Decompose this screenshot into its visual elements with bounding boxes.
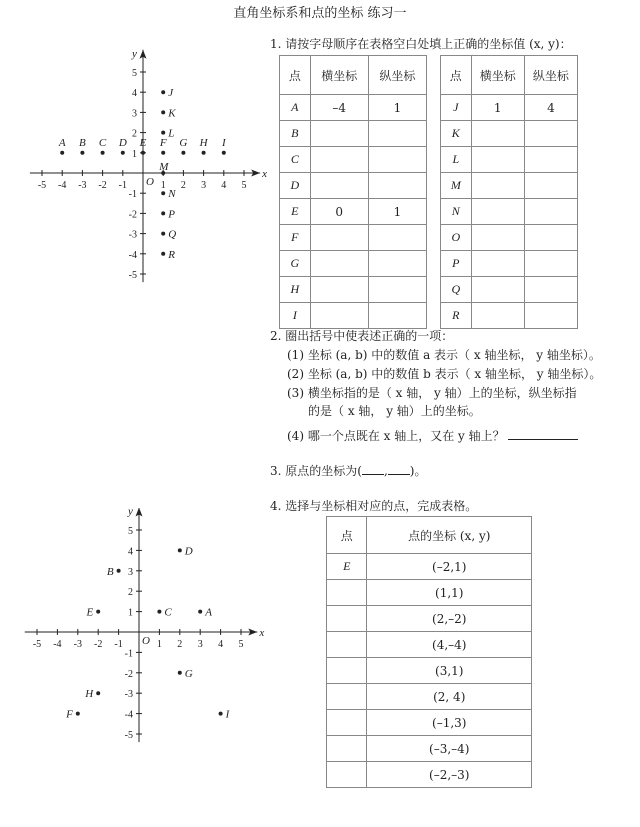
x-coord-cell[interactable] xyxy=(310,303,368,329)
point-k xyxy=(161,110,165,114)
point-cell[interactable] xyxy=(327,580,367,606)
point-i xyxy=(219,712,223,716)
point-cell: E xyxy=(327,554,367,580)
question-2-item-3: (3) 横坐标指的是（ x 轴， y 轴）上的坐标，纵坐标指 xyxy=(287,386,577,400)
header-point: 点 xyxy=(441,56,472,95)
x-tick-label: -5 xyxy=(37,180,47,191)
point-l xyxy=(161,131,165,135)
x-coord-cell[interactable] xyxy=(471,199,524,225)
x-tick-label: 4 xyxy=(221,180,227,191)
table-row xyxy=(280,225,427,251)
x-coord-cell[interactable] xyxy=(471,303,524,329)
table-row xyxy=(441,303,578,329)
point-cell: Q xyxy=(441,277,472,303)
x-coord-cell[interactable] xyxy=(310,121,368,147)
x-tick-label: 1 xyxy=(160,180,166,191)
point-cell: R xyxy=(441,303,472,329)
table-row xyxy=(327,632,532,658)
coord-cell: (2, 4) xyxy=(367,684,532,710)
y-coord-cell[interactable] xyxy=(368,147,426,173)
point-label-f: F xyxy=(159,136,167,149)
y-coord-cell[interactable] xyxy=(524,199,577,225)
point-c xyxy=(157,610,161,614)
x-tick-label: -3 xyxy=(73,639,82,650)
table-row xyxy=(280,95,427,121)
point-p xyxy=(161,211,165,215)
question-4-text: 4. 选择与坐标相对应的点，完成表格。 xyxy=(270,499,478,513)
x-coord-cell[interactable] xyxy=(471,121,524,147)
table-row xyxy=(441,199,578,225)
y-tick-label: -4 xyxy=(128,249,137,261)
x-coord-cell[interactable] xyxy=(310,251,368,277)
header-point: 点 xyxy=(280,56,311,95)
y-tick-label: 2 xyxy=(128,587,133,599)
table-row xyxy=(280,303,427,329)
x-coord-cell[interactable] xyxy=(471,147,524,173)
coord-cell: (2,–2) xyxy=(367,606,532,632)
point-cell: L xyxy=(441,147,472,173)
y-axis-label: y xyxy=(132,47,137,60)
table-row xyxy=(327,710,532,736)
question-2-item-3-cont: 的是（ x 轴， y 轴）上的坐标。 xyxy=(308,404,481,418)
x-coord-cell[interactable] xyxy=(310,147,368,173)
question-2-item-2: (2) 坐标 (a, b) 中的数值 b 表示（ x 轴坐标， y 轴坐标）。 xyxy=(287,367,602,381)
point-label-k: K xyxy=(168,107,176,120)
x-tick-label: -3 xyxy=(78,180,87,191)
point-a xyxy=(198,610,202,614)
question-2-item-4 xyxy=(287,427,578,444)
table-row xyxy=(441,121,578,147)
table-row xyxy=(441,277,578,303)
x-tick-label: 5 xyxy=(241,180,247,191)
question-3-prefix: 3. 原点的坐标为( xyxy=(270,464,362,478)
y-tick-label: -5 xyxy=(124,730,133,741)
question-4-table xyxy=(326,516,532,788)
x-tick-label: -1 xyxy=(114,639,123,650)
point-label-g: G xyxy=(179,136,188,149)
question-3-suffix: )。 xyxy=(409,464,427,478)
x-coord-cell[interactable] xyxy=(471,251,524,277)
question-3 xyxy=(270,463,426,479)
x-coord-cell[interactable] xyxy=(471,225,524,251)
y-coord-cell[interactable] xyxy=(524,277,577,303)
coord-cell: (–1,3) xyxy=(367,710,532,736)
point-j xyxy=(161,90,165,94)
point-q xyxy=(161,232,165,236)
y-coord-cell: 1 xyxy=(368,199,426,225)
y-tick-label: 5 xyxy=(132,68,137,79)
y-tick-label: -4 xyxy=(124,709,133,721)
x-coord-cell[interactable] xyxy=(310,277,368,303)
table-row xyxy=(280,277,427,303)
y-coord-cell[interactable] xyxy=(368,303,426,329)
table-row xyxy=(280,121,427,147)
y-coord-cell[interactable] xyxy=(368,277,426,303)
answer-blank[interactable] xyxy=(508,427,578,440)
y-coord-cell[interactable] xyxy=(524,225,577,251)
x-tick-label: 1 xyxy=(156,639,162,650)
y-coord-cell[interactable] xyxy=(524,251,577,277)
y-tick-label: 4 xyxy=(132,88,137,100)
x-tick-label: -4 xyxy=(53,639,62,650)
point-g xyxy=(178,671,182,675)
point-label-i: I xyxy=(225,708,230,721)
point-label-h: H xyxy=(85,688,94,701)
table-row xyxy=(327,554,532,580)
y-coord-cell[interactable] xyxy=(368,251,426,277)
point-n xyxy=(161,191,165,195)
point-i xyxy=(222,151,226,155)
coord-cell: (4,–4) xyxy=(367,632,532,658)
point-label-n: N xyxy=(168,188,176,201)
coord-cell: (–3,–4) xyxy=(367,736,532,762)
x-tick-label: 3 xyxy=(201,180,207,191)
y-coord-cell[interactable] xyxy=(368,225,426,251)
x-tick-label: 3 xyxy=(197,639,203,650)
y-axis-label: y xyxy=(128,508,133,518)
x-coord-cell: 0 xyxy=(310,199,368,225)
y-tick-label: -1 xyxy=(128,189,137,201)
table-row xyxy=(327,658,532,684)
y-coord-cell[interactable] xyxy=(524,303,577,329)
y-tick-label: -5 xyxy=(128,270,137,281)
x-tick-label: 2 xyxy=(177,639,183,650)
point-e xyxy=(96,610,100,614)
coord-cell: (1,1) xyxy=(367,580,532,606)
point-label-b: B xyxy=(79,136,86,149)
header-y: 纵坐标 xyxy=(524,56,577,95)
point-cell: D xyxy=(280,173,311,199)
origin-y-blank[interactable] xyxy=(388,463,410,475)
point-label-f: F xyxy=(66,708,73,721)
header-coord: 点的坐标 (x, y) xyxy=(367,517,532,554)
point-label-d: D xyxy=(184,545,193,558)
y-tick-label: 1 xyxy=(128,607,133,619)
table-row xyxy=(441,173,578,199)
y-coord-cell[interactable] xyxy=(368,121,426,147)
point-e xyxy=(141,151,145,155)
y-coord-cell[interactable] xyxy=(524,173,577,199)
x-tick-label: 2 xyxy=(180,180,186,191)
y-coord-cell[interactable] xyxy=(524,121,577,147)
x-tick-label: -1 xyxy=(118,180,127,191)
header-x: 横坐标 xyxy=(310,56,368,95)
point-label-e: E xyxy=(139,136,147,149)
point-label-a: A xyxy=(205,606,212,619)
question-1-table-right xyxy=(440,55,578,329)
header-point: 点 xyxy=(327,517,367,554)
point-h xyxy=(96,691,100,695)
point-cell: F xyxy=(280,225,311,251)
question-3-comma: , xyxy=(383,464,388,478)
point-cell: A xyxy=(280,95,311,121)
point-cell: O xyxy=(441,225,472,251)
table-row xyxy=(441,251,578,277)
point-cell: C xyxy=(280,147,311,173)
y-tick-label: -2 xyxy=(124,668,133,680)
y-tick-label: 3 xyxy=(132,108,137,120)
point-label-r: R xyxy=(168,248,175,261)
header-y: 纵坐标 xyxy=(368,56,426,95)
x-coord-cell[interactable] xyxy=(471,173,524,199)
point-b xyxy=(117,569,121,573)
point-label-h: H xyxy=(199,136,208,149)
point-a xyxy=(60,151,64,155)
origin-label: O xyxy=(142,635,150,647)
point-label-m: M xyxy=(159,161,169,173)
point-label-c: C xyxy=(164,606,172,619)
x-tick-label: -5 xyxy=(32,639,42,650)
point-f xyxy=(161,151,165,155)
y-coord-cell: 4 xyxy=(524,95,577,121)
y-tick-label: -3 xyxy=(128,229,137,241)
table-row xyxy=(280,251,427,277)
point-d xyxy=(178,548,182,552)
question-1-table-left xyxy=(279,55,427,329)
table-row xyxy=(327,684,532,710)
table-row xyxy=(441,147,578,173)
point-label-l: L xyxy=(168,127,175,140)
table-row xyxy=(327,606,532,632)
origin-x-blank[interactable] xyxy=(362,463,384,475)
x-coord-cell[interactable] xyxy=(310,225,368,251)
point-f xyxy=(76,712,80,716)
point-cell: N xyxy=(441,199,472,225)
point-cell[interactable] xyxy=(327,710,367,736)
point-cell[interactable] xyxy=(327,684,367,710)
table-row xyxy=(280,199,427,225)
point-label-i: I xyxy=(221,136,226,149)
point-label-e: E xyxy=(86,606,94,619)
point-g xyxy=(181,151,185,155)
x-coord-cell: 1 xyxy=(471,95,524,121)
point-cell[interactable] xyxy=(327,762,367,788)
y-tick-label: 1 xyxy=(132,148,137,160)
x-tick-label: 5 xyxy=(238,639,244,650)
point-cell: J xyxy=(441,95,472,121)
point-label-d: D xyxy=(118,136,127,149)
x-coord-cell[interactable] xyxy=(310,173,368,199)
coord-cell: (–2,1) xyxy=(367,554,532,580)
coord-cell: (–2,–3) xyxy=(367,762,532,788)
point-label-p: P xyxy=(168,208,175,221)
origin-label: O xyxy=(146,176,154,188)
table-row xyxy=(280,147,427,173)
point-cell: K xyxy=(441,121,472,147)
point-r xyxy=(161,252,165,256)
y-tick-label: -1 xyxy=(124,648,133,660)
point-d xyxy=(121,151,125,155)
y-tick-label: 5 xyxy=(128,526,133,537)
point-label-a: A xyxy=(58,136,66,149)
x-coord-cell[interactable] xyxy=(471,277,524,303)
point-label-c: C xyxy=(98,136,107,149)
table-row xyxy=(327,580,532,606)
point-cell: H xyxy=(280,277,311,303)
coordinate-plane-2 xyxy=(20,508,270,744)
table-row xyxy=(280,173,427,199)
y-tick-label: 4 xyxy=(128,546,133,558)
table-row xyxy=(327,762,532,788)
point-cell: P xyxy=(441,251,472,277)
point-h xyxy=(202,151,206,155)
x-axis-label: x xyxy=(259,627,265,639)
x-axis-label: x xyxy=(262,168,268,180)
point-cell: B xyxy=(280,121,311,147)
point-c xyxy=(101,151,105,155)
point-cell[interactable] xyxy=(327,606,367,632)
y-coord-cell[interactable] xyxy=(368,173,426,199)
y-tick-label: 2 xyxy=(132,128,137,140)
header-x: 横坐标 xyxy=(471,56,524,95)
point-label-b: B xyxy=(106,565,114,578)
coord-cell: (3,1) xyxy=(367,658,532,684)
x-tick-label: -2 xyxy=(98,180,107,191)
table-row xyxy=(441,225,578,251)
point-b xyxy=(80,151,84,155)
x-tick-label: -4 xyxy=(58,180,67,191)
question-2-item-1: (1) 坐标 (a, b) 中的数值 a 表示（ x 轴坐标， y 轴坐标）。 xyxy=(287,348,601,362)
x-coord-cell: –4 xyxy=(310,95,368,121)
table-row xyxy=(327,736,532,762)
page-title: 直角坐标系和点的坐标 练习一 xyxy=(233,6,407,21)
question-2-text: 2. 圈出括号中使表述正确的一项： xyxy=(270,329,454,343)
y-coord-cell[interactable] xyxy=(524,147,577,173)
y-tick-label: -3 xyxy=(124,689,133,701)
y-coord-cell: 1 xyxy=(368,95,426,121)
point-label-q: Q xyxy=(168,228,177,241)
y-tick-label: -2 xyxy=(128,209,137,221)
point-cell: G xyxy=(280,251,311,277)
x-tick-label: -2 xyxy=(94,639,103,650)
point-cell: I xyxy=(280,303,311,329)
coordinate-plane-1 xyxy=(20,40,270,295)
point-cell: E xyxy=(280,199,311,225)
point-cell: M xyxy=(441,173,472,199)
point-cell[interactable] xyxy=(327,736,367,762)
point-label-g: G xyxy=(184,667,193,680)
point-label-j: J xyxy=(168,87,174,100)
point-cell[interactable] xyxy=(327,658,367,684)
point-cell[interactable] xyxy=(327,632,367,658)
question-1-text: 1. 请按字母顺序在表格空白处填上正确的坐标值 (x, y)： xyxy=(270,37,572,51)
table-row xyxy=(441,95,578,121)
x-tick-label: 4 xyxy=(218,639,224,650)
y-tick-label: 3 xyxy=(128,566,133,578)
question-2-item-4-text: (4) 哪一个点既在 x 轴上，又在 y 轴上？ xyxy=(287,429,505,443)
